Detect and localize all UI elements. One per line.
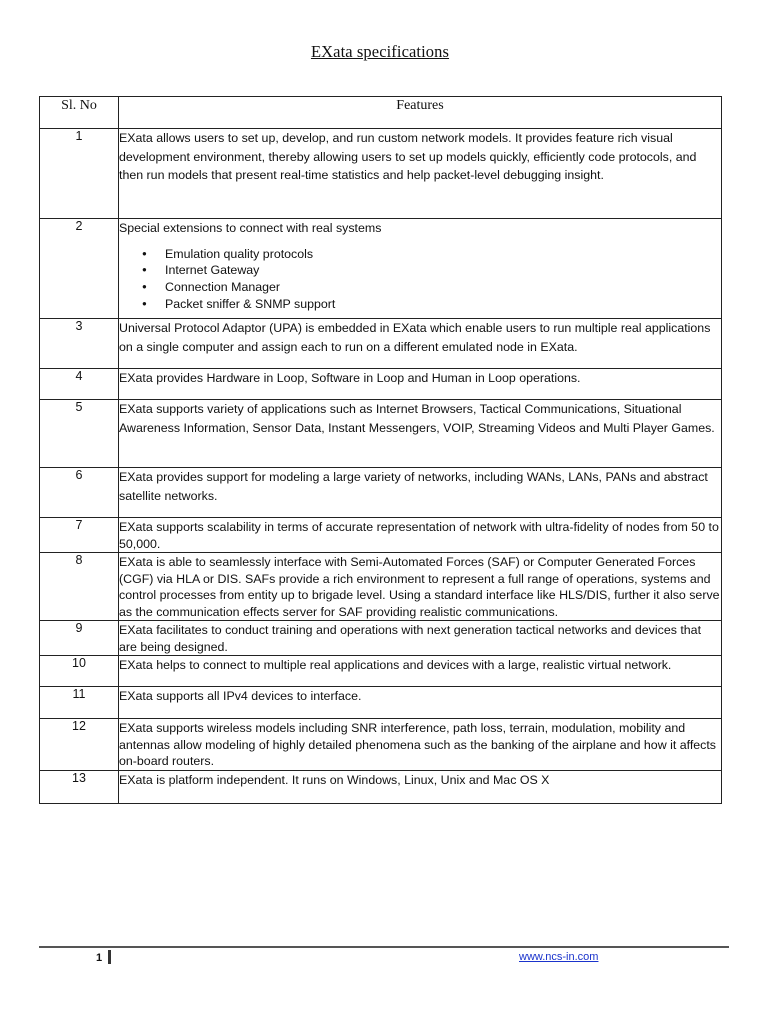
row-number: 5: [40, 400, 119, 468]
row-number: 9: [40, 621, 119, 656]
header-features: Features: [119, 97, 722, 129]
table-header-row: [40, 97, 722, 129]
table-row: [40, 518, 722, 553]
row-number: 10: [40, 656, 119, 687]
list-item: ● Connection Manager: [165, 279, 721, 296]
table-row: [40, 400, 722, 468]
table-row: [40, 770, 722, 803]
feature-text: Universal Protocol Adaptor (UPA) is embedded in EXata which enable users to run multiple real applications on a single computer and assign each to run on a different emulated node in EXata.: [119, 319, 722, 369]
row-number: 8: [40, 553, 119, 621]
feature-cell: [119, 219, 722, 319]
specifications-table: [39, 96, 722, 804]
row-number: 11: [40, 687, 119, 719]
feature-bullet-list: [119, 246, 721, 313]
feature-text: EXata provides support for modeling a large variety of networks, including WANs, LANs, PANs and abstract satellite networks.: [119, 468, 722, 518]
table-row: [40, 621, 722, 656]
table-row: [40, 553, 722, 621]
table-row: [40, 719, 722, 771]
header-sl-no: Sl. No: [40, 97, 119, 129]
page-number: 1: [96, 952, 103, 964]
table-row: [40, 468, 722, 518]
row-number: 7: [40, 518, 119, 553]
feature-text: EXata is able to seamlessly interface with Semi-Automated Forces (SAF) or Computer Generated Forces (CGF) via HLA or DIS. SAFs provide a rich environment to represent a full range of operations, systems and control processes from entity up to brigade level. Using a standard interface like HLS/DIS, further it also serve as the communication effects server for SAF providing realistic communications.: [119, 553, 722, 621]
feature-text: EXata supports wireless models including SNR interference, path loss, terrain, modulation, mobility and antennas allow modeling of highly detailed phenomena such as the banking of the airplane and how it affects on-board routers.: [119, 719, 722, 771]
row-number: 13: [40, 770, 119, 803]
table-row: [40, 219, 722, 319]
row-number: 4: [40, 369, 119, 400]
document-title: EXata specifications: [310, 42, 450, 61]
feature-text: EXata provides Hardware in Loop, Software in Loop and Human in Loop operations.: [119, 369, 722, 400]
feature-text: EXata allows users to set up, develop, and run custom network models. It provides feature rich visual development environment, thereby allowing users to set up models quickly, efficiently code protocols, and then run models that present real-time statistics and help packet-level debugging insight.: [119, 129, 722, 219]
feature-text: EXata supports variety of applications such as Internet Browsers, Tactical Communications, Situational Awareness Information, Sensor Data, Instant Messengers, VOIP, Streaming Videos and Multi Player Games.: [119, 400, 722, 468]
table-row: [40, 369, 722, 400]
footer-divider: [39, 946, 729, 948]
row-number: 6: [40, 468, 119, 518]
list-item: ● Emulation quality protocols: [165, 246, 721, 263]
row-number: 3: [40, 319, 119, 369]
table-row: [40, 129, 722, 219]
table-row: [40, 319, 722, 369]
list-item: ● Packet sniffer & SNMP support: [165, 296, 721, 313]
website-link[interactable]: www.ncs-in.com: [519, 951, 599, 963]
table-row: [40, 687, 722, 719]
feature-text: EXata supports all IPv4 devices to interface.: [119, 687, 722, 719]
feature-text: EXata supports scalability in terms of accurate representation of network with ultra-fidelity of nodes from 50 to 50,000.: [119, 518, 722, 553]
feature-text: Special extensions to connect with real systems: [119, 221, 382, 235]
feature-text: EXata is platform independent. It runs on Windows, Linux, Unix and Mac OS X: [119, 770, 722, 803]
feature-text: EXata helps to connect to multiple real applications and devices with a large, realistic virtual network.: [119, 656, 722, 687]
list-item: ● Internet Gateway: [165, 262, 721, 279]
row-number: 2: [40, 219, 119, 319]
page-number-divider: [108, 950, 111, 964]
row-number: 1: [40, 129, 119, 219]
feature-text: EXata facilitates to conduct training and operations with next generation tactical networks and devices that are being designed.: [119, 621, 722, 656]
table-row: [40, 656, 722, 687]
row-number: 12: [40, 719, 119, 771]
